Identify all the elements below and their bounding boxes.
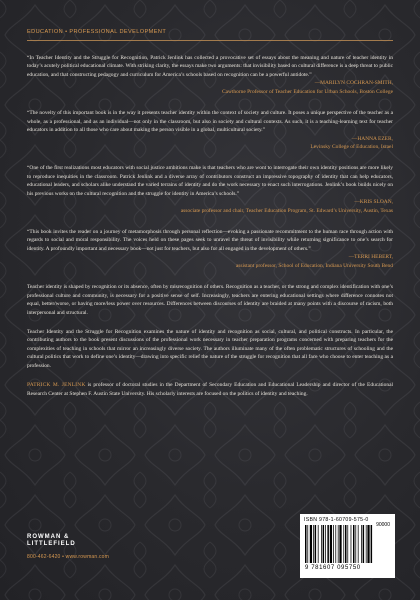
divider xyxy=(27,40,393,41)
publisher-logo-line-1: ROWMAN & xyxy=(27,534,70,540)
endorser-affiliation: assistant professor, School of Education, Indiana University South Bend xyxy=(235,262,393,269)
barcode-bar xyxy=(310,525,312,563)
endorsement-text: “This book invites the reader on a journey of metamorphosis through personal reflection—evoking a passionate recommitment to the human race through action with regards to social and moral responsibility. The voices held on these pages seek to unravel the threat of invisibility while returning significance to one’s search for identity. A profoundly important and necessary book—not just for teachers, but also for all engaged in the development of others.” xyxy=(27,229,393,252)
barcode-bar xyxy=(305,525,307,563)
barcode-bar xyxy=(347,525,348,563)
author-name: PATRICK M. JENLINK xyxy=(27,382,86,389)
description-paragraph-2: Teacher Identity and the Struggle for Recognition examines the nature of identity and recognition as social, cultural, and political constructs. In particular, the contributing authors to the book present discussions of the professional work necessary in teacher preparation programs concerned with preparing teachers for the complexities of teaching in schools that mirror an increasingly diverse society. The authors illuminate many of the often problematic structures of schooling and the cultural politics that work to define one’s identity—drawing into specific relief the nature of the struggle for recognition that all face who choose to enter teaching as a profession. xyxy=(27,328,393,369)
endorser-name: —HANNA EZER, xyxy=(351,135,393,142)
endorsement-2 xyxy=(27,109,393,151)
publisher-logo-line-2: LITTLEFIELD xyxy=(27,540,76,547)
barcode-bar xyxy=(353,525,355,563)
barcode-bar xyxy=(371,525,373,563)
endorsement-text: “The novelty of this important book is in the way it presents teacher identity within the context of society and culture. It poses a unique perspective of the teacher as a whole, as a professional, and as an individual—not only in the classroom, but also in society and cultural contexts. As such, it is a teaching-learning text for teacher educators in addition to all those who care about making the person visible in a global, multicultural society.” xyxy=(27,110,393,134)
endorser-name: —KRIS SLOAN, xyxy=(354,199,393,206)
barcode-bar xyxy=(313,525,314,563)
endorsement-text: “One of the first realizations most educators with social justice ambitions make is that teachers who are wont to interrogate their own identity positions are more likely to reproduce inequities in the classroom. Patrick Jenlink and a diverse array of contributors construct an impressive topography of identity that can help educators, educational leaders, and scholars alike understand the varied terrains of identity and do the work necessary to enact such interrogations. Jenlink’s book builds nicely on his previous works on the cultural recognition and the struggle for identity in America’s schools.” xyxy=(27,165,393,197)
isbn-text: ISBN 978-1-60709-575-0 xyxy=(304,517,369,523)
price-code: 90000 xyxy=(376,522,390,528)
description-paragraph-1: Teacher identity is shaped by recognition or its absence, often by misrecognition of others. Recognition as a teacher, or the strong and complex identification with one’s professional culture and community, is necessary for a positive sense of self. Increasingly, teachers are entering educational settings where difference connotes not equal, better/worse, or having more/less power over resources. Differences between discourses of identity are braided at many points with a discourse of racism, both interpersonal and structural. xyxy=(27,284,393,316)
publisher-contact: 800-462-6420 • www.rowman.com xyxy=(27,553,110,560)
endorser-line xyxy=(27,253,393,270)
barcode-digits: 9 781607 095750 xyxy=(305,565,361,571)
barcode-bar xyxy=(355,525,356,563)
endorsement-1 xyxy=(27,54,393,96)
back-cover-text xyxy=(27,29,393,409)
endorser-affiliation: Cawthorne Professor of Teacher Education for Urban Schools, Boston College xyxy=(221,88,393,95)
endorsement-4 xyxy=(27,228,393,270)
barcode-bar xyxy=(358,525,359,563)
barcode-bar xyxy=(330,525,332,563)
endorsement-3 xyxy=(27,164,393,215)
endorser-affiliation: Levinsky College of Education, Israel xyxy=(310,143,393,150)
barcode-bar xyxy=(343,525,344,563)
barcode-bar xyxy=(363,525,365,563)
barcode-bar xyxy=(327,525,329,563)
publisher-block xyxy=(27,534,109,560)
barcode-bar xyxy=(325,525,326,563)
isbn-barcode xyxy=(300,514,395,578)
endorser-name: —TERRI HEBERT, xyxy=(348,254,393,261)
barcode-bar xyxy=(366,525,367,563)
barcode-bar xyxy=(351,525,352,563)
author-bio-text: is professor of doctoral studies in the Department of Secondary Education and Educational Leadership and director of the Educational Research Center at Stephen F. Austin State University. His scholarly interests are focused on the politics of identity and teaching. xyxy=(27,382,393,397)
barcode-bar xyxy=(321,525,322,563)
author-bio xyxy=(27,381,393,398)
endorser-affiliation: associate professor and chair, Teacher Education Program, St. Edward’s University, Austin, Texas xyxy=(180,207,393,214)
category-label: EDUCATION • PROFESSIONAL DEVELOPMENT xyxy=(27,29,167,35)
barcode-bar xyxy=(338,525,339,563)
barcode-bar xyxy=(318,525,319,563)
barcode-bar xyxy=(335,525,336,563)
barcode-bar xyxy=(345,525,347,563)
endorsement-text: “In Teacher Identity and the Struggle for Recognition, Patrick Jenlink has collected a provocative set of essays about the meaning and nature of teacher identity in today’s acutely political educational climate. With striking clarity, the essays make two arguments: that invisibility based on cultural difference is a deep threat to public education, and that constructing pedagogy and curriculum for America’s schools based on recognition can be a powerful antidote.” xyxy=(27,55,393,78)
barcode-bar xyxy=(315,525,317,563)
endorser-line xyxy=(27,79,393,96)
barcode-bar xyxy=(333,525,334,563)
endorser-line xyxy=(27,198,393,215)
endorser-line xyxy=(27,135,393,152)
barcode-bar xyxy=(307,525,308,563)
barcode-bar xyxy=(367,525,369,563)
barcode-bars xyxy=(305,525,391,563)
barcode-bar xyxy=(339,525,341,563)
barcode-bar xyxy=(361,525,362,563)
endorser-name: —MARILYN COCHRAN-SMITH, xyxy=(314,80,393,87)
barcode-bar xyxy=(323,525,325,563)
